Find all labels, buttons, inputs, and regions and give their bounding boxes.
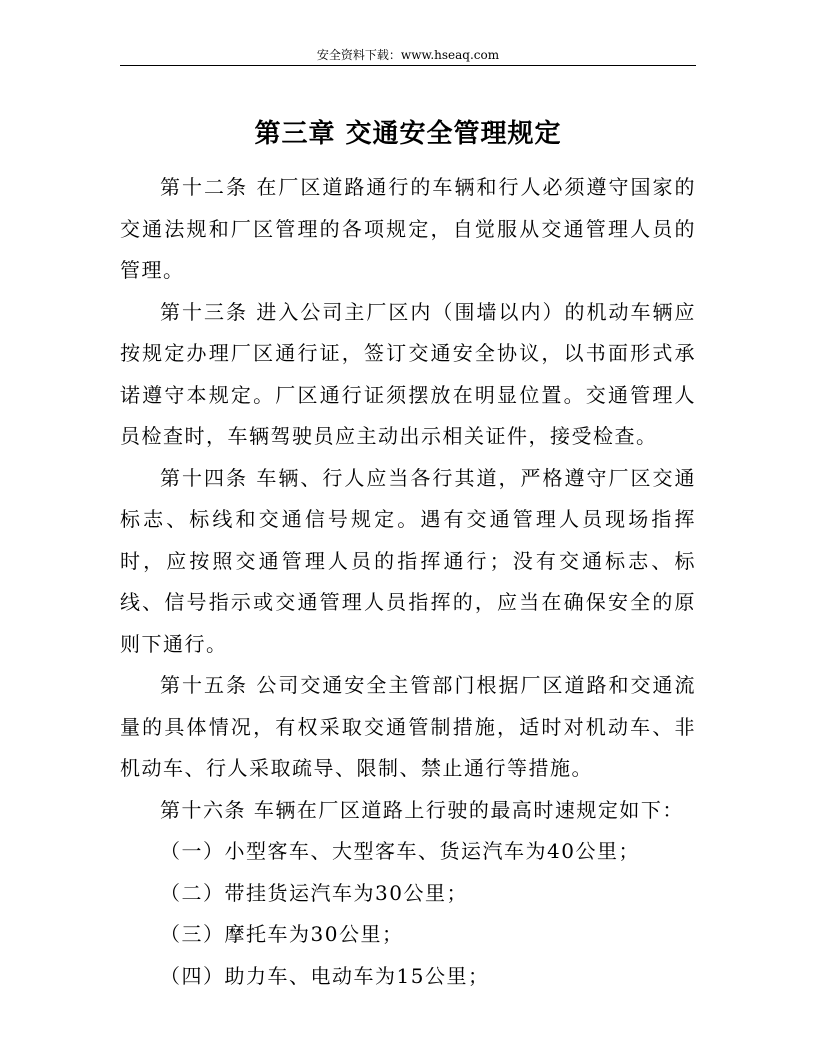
- speed-item-1: （一）小型客车、大型客车、货运汽车为40公里；: [160, 839, 640, 863]
- article-15: 第十五条 公司交通安全主管部门根据厂区道路和交通流量的具体情况，有权采取交通管制措施，适时对机动车、非机动车、行人采取疏导、限制、禁止通行等措施。: [120, 673, 696, 780]
- page-header: [0, 46, 816, 63]
- header-url[interactable]: www.hseaq.com: [400, 48, 500, 62]
- article-12: 第十二条 在厂区道路通行的车辆和行人必须遵守国家的交通法规和厂区管理的各项规定，自觉服从交通管理人员的管理。: [120, 175, 696, 282]
- speed-item-3: （三）摩托车为30公里；: [160, 922, 404, 946]
- chapter-title: 第三章 交通安全管理规定: [254, 119, 562, 149]
- document-body: [120, 167, 696, 997]
- header-label: 安全资料下载：: [316, 48, 401, 62]
- speed-item-2: （二）带挂货运汽车为30公里；: [160, 880, 468, 905]
- header-divider: [120, 65, 696, 66]
- article-14: 第十四条 车辆、行人应当各行其道，严格遵守厂区交通标志、标线和交通信号规定。遇有交通管理人员现场指挥时，应按照交通管理人员的指挥通行；没有交通标志、标线、信号指示或交通管理人员指挥的，应当在确保安全的原则下通行。: [120, 465, 696, 656]
- article-13: 第十三条 进入公司主厂区内（围墙以内）的机动车辆应按规定办理厂区通行证，签订交通安全协议，以书面形式承诺遵守本规定。厂区通行证须摆放在明显位置。交通管理人员检查时，车辆驾驶员应主动出示相关证件，接受检查。: [120, 299, 696, 448]
- speed-item-4: （四）助力车、电动车为15公里；: [160, 963, 490, 988]
- article-16: 第十六条 车辆在厂区道路上行驶的最高时速规定如下：: [160, 797, 684, 822]
